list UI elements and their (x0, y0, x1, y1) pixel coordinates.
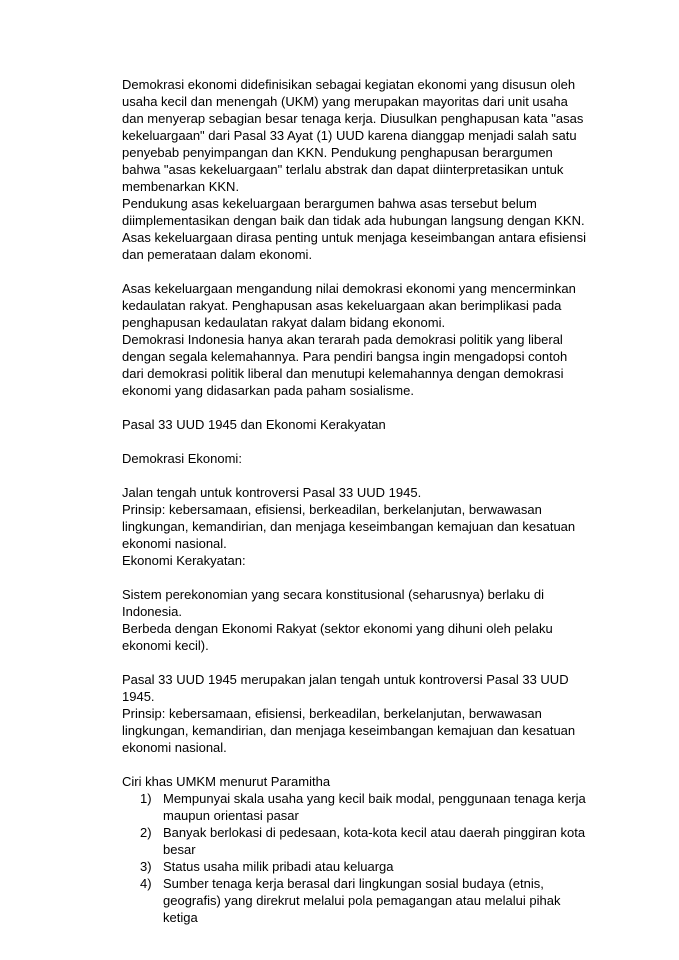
list-item-text: Sumber tenaga kerja berasal dari lingkungan sosial budaya (etnis, geografis) yang direkrut melalui pola pemagangan atau melalui pihak ketiga (163, 876, 561, 925)
list-item-number: 2) (140, 825, 152, 840)
line-sistem-perekonomian: Sistem perekonomian yang secara konstitusional (seharusnya) berlaku di Indonesia. (122, 587, 544, 619)
paragraph-asas-kedaulatan: Asas kekeluargaan mengandung nilai demokrasi ekonomi yang mencerminkan kedaulatan rakyat. Penghapusan asas kekeluargaan akan berimplikasi pada penghapusan kedaulatan rakyat dalam bidang ekonomi. (122, 281, 576, 330)
section-heading-pasal33: Pasal 33 UUD 1945 dan Ekonomi Kerakyatan (122, 417, 386, 432)
paragraph-demokrasi-definisi: Demokrasi ekonomi didefinisikan sebagai kegiatan ekonomi yang disusun oleh usaha kecil dan menengah (UKM) yang merupakan mayoritas dari unit usaha dan menyerap sebagian besar tenaga kerja. Diusulkan penghapusan kata "asas kekeluargaan" dari Pasal 33 Ayat (1) UUD karena dianggap menjadi salah satu penyebab penyimpangan dan KKN. Pendukung penghapusan berargumen bahwa "asas kekeluargaan" terlalu abstrak dan dapat diinterpretasikan untuk membenarkan KKN. (122, 77, 584, 194)
label-demokrasi-ekonomi: Demokrasi Ekonomi: (122, 451, 242, 466)
list-item-text: Mempunyai skala usaha yang kecil baik modal, penggunaan tenaga kerja maupun orientasi pasar (163, 791, 586, 823)
list-item (122, 790, 592, 824)
numbered-list (122, 790, 592, 926)
blank-line (122, 433, 592, 450)
list-item (122, 824, 592, 858)
list-item-number: 3) (140, 859, 152, 874)
line-jalan-tengah: Jalan tengah untuk kontroversi Pasal 33 UUD 1945. (122, 485, 422, 500)
line-pasal33-jalan-tengah: Pasal 33 UUD 1945 merupakan jalan tengah untuk kontroversi Pasal 33 UUD 1945. (122, 672, 569, 704)
blank-line (122, 569, 592, 586)
blank-line (122, 399, 592, 416)
list-item (122, 875, 592, 926)
list-item-number: 4) (140, 876, 152, 891)
blank-line (122, 467, 592, 484)
section-heading-ciri-umkm: Ciri khas UMKM menurut Paramitha (122, 774, 331, 789)
blank-line (122, 756, 592, 773)
line-berbeda-ekonomi-rakyat: Berbeda dengan Ekonomi Rakyat (sektor ekonomi yang dihuni oleh pelaku ekonomi kecil). (122, 621, 553, 653)
line-prinsip-2: Prinsip: kebersamaan, efisiensi, berkeadilan, berkelanjutan, berwawasan lingkungan, kemandirian, dan menjaga keseimbangan kemajuan dan kesatuan ekonomi nasional. (122, 706, 576, 755)
label-ekonomi-kerakyatan: Ekonomi Kerakyatan: (122, 553, 246, 568)
list-item-text: Status usaha milik pribadi atau keluarga (163, 859, 394, 874)
paragraph-pendukung-asas: Pendukung asas kekeluargaan berargumen bahwa asas tersebut belum diimplementasikan dengan baik dan tidak ada hubungan langsung dengan KKN. Asas kekeluargaan dirasa penting untuk menjaga keseimbangan antara efisiensi dan pemerataan dalam ekonomi. (122, 196, 586, 262)
list-item-text: Banyak berlokasi di pedesaan, kota-kota kecil atau daerah pinggiran kota besar (163, 825, 586, 857)
line-prinsip-1: Prinsip: kebersamaan, efisiensi, berkeadilan, berkelanjutan, berwawasan lingkungan, kemandirian, dan menjaga keseimbangan kemajuan dan kesatuan ekonomi nasional. (122, 502, 576, 551)
blank-line (122, 263, 592, 280)
blank-line (122, 654, 592, 671)
list-item (122, 858, 592, 875)
list-item-number: 1) (140, 791, 152, 806)
paragraph-demokrasi-indonesia: Demokrasi Indonesia hanya akan terarah pada demokrasi politik yang liberal dengan segala kelemahannya. Para pendiri bangsa ingin mengadopsi contoh dari demokrasi politik liberal dan menutupi kelemahannya dengan demokrasi ekonomi yang didasarkan pada paham sosialisme. (122, 332, 568, 398)
